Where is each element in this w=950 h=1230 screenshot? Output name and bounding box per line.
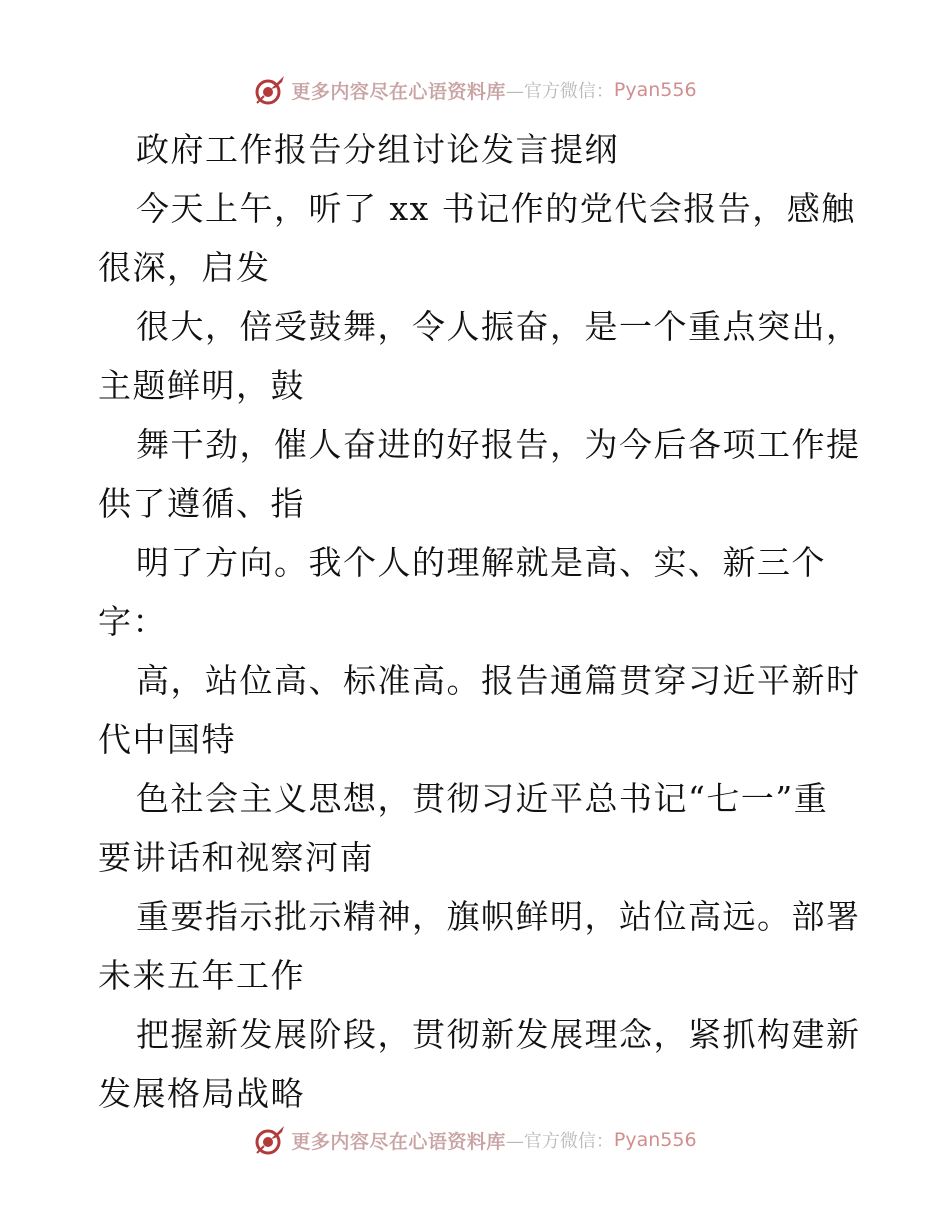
header-contact-label: —官方微信： — [505, 81, 614, 102]
text-line: 发展格局战略 — [98, 1074, 305, 1113]
text-line: 重要指示批示精神，旗帜鲜明，站位高远。部署 — [136, 897, 861, 936]
document-title: 政府工作报告分组讨论发言提纲 — [136, 130, 619, 169]
quill-pen-logo-icon — [253, 73, 287, 107]
text-line: 代中国特 — [98, 720, 236, 759]
footer-contact-id: Pyan556 — [613, 1129, 697, 1151]
text-line: 供了遵循、指 — [98, 484, 305, 523]
footer-banner — [0, 1120, 950, 1160]
text-line: 主题鲜明，鼓 — [98, 366, 305, 405]
text-line: 明了方向。我个人的理解就是高、实、新三个 — [136, 543, 826, 582]
quill-pen-logo-icon — [253, 1123, 287, 1157]
text-line: 未来五年工作 — [98, 956, 305, 995]
header-brand-text: 更多内容尽在心语资料库 — [291, 80, 506, 103]
footer-brand-text: 更多内容尽在心语资料库 — [291, 1130, 506, 1153]
header-contact-id: Pyan556 — [613, 79, 697, 101]
text-line: 色社会主义思想，贯彻习近平总书记“七一”重 — [136, 779, 829, 818]
text-line: 要讲话和视察河南 — [98, 838, 374, 877]
text-line: 高，站位高、标准高。报告通篇贯穿习近平新时 — [136, 661, 861, 700]
text-line: 把握新发展阶段，贯彻新发展理念，紧抓构建新 — [136, 1015, 861, 1054]
text-line: 很深，启发 — [98, 248, 271, 287]
footer-contact-label: —官方微信： — [505, 1131, 614, 1152]
text-line: 字： — [98, 602, 167, 641]
text-line: 今天上午，听了 xx 书记作的党代会报告，感触 — [136, 189, 856, 228]
document-body — [98, 120, 861, 1123]
text-line: 舞干劲，催人奋进的好报告，为今后各项工作提 — [136, 425, 861, 464]
header-banner — [0, 70, 950, 110]
text-line: 很大，倍受鼓舞，令人振奋，是一个重点突出， — [136, 307, 861, 346]
